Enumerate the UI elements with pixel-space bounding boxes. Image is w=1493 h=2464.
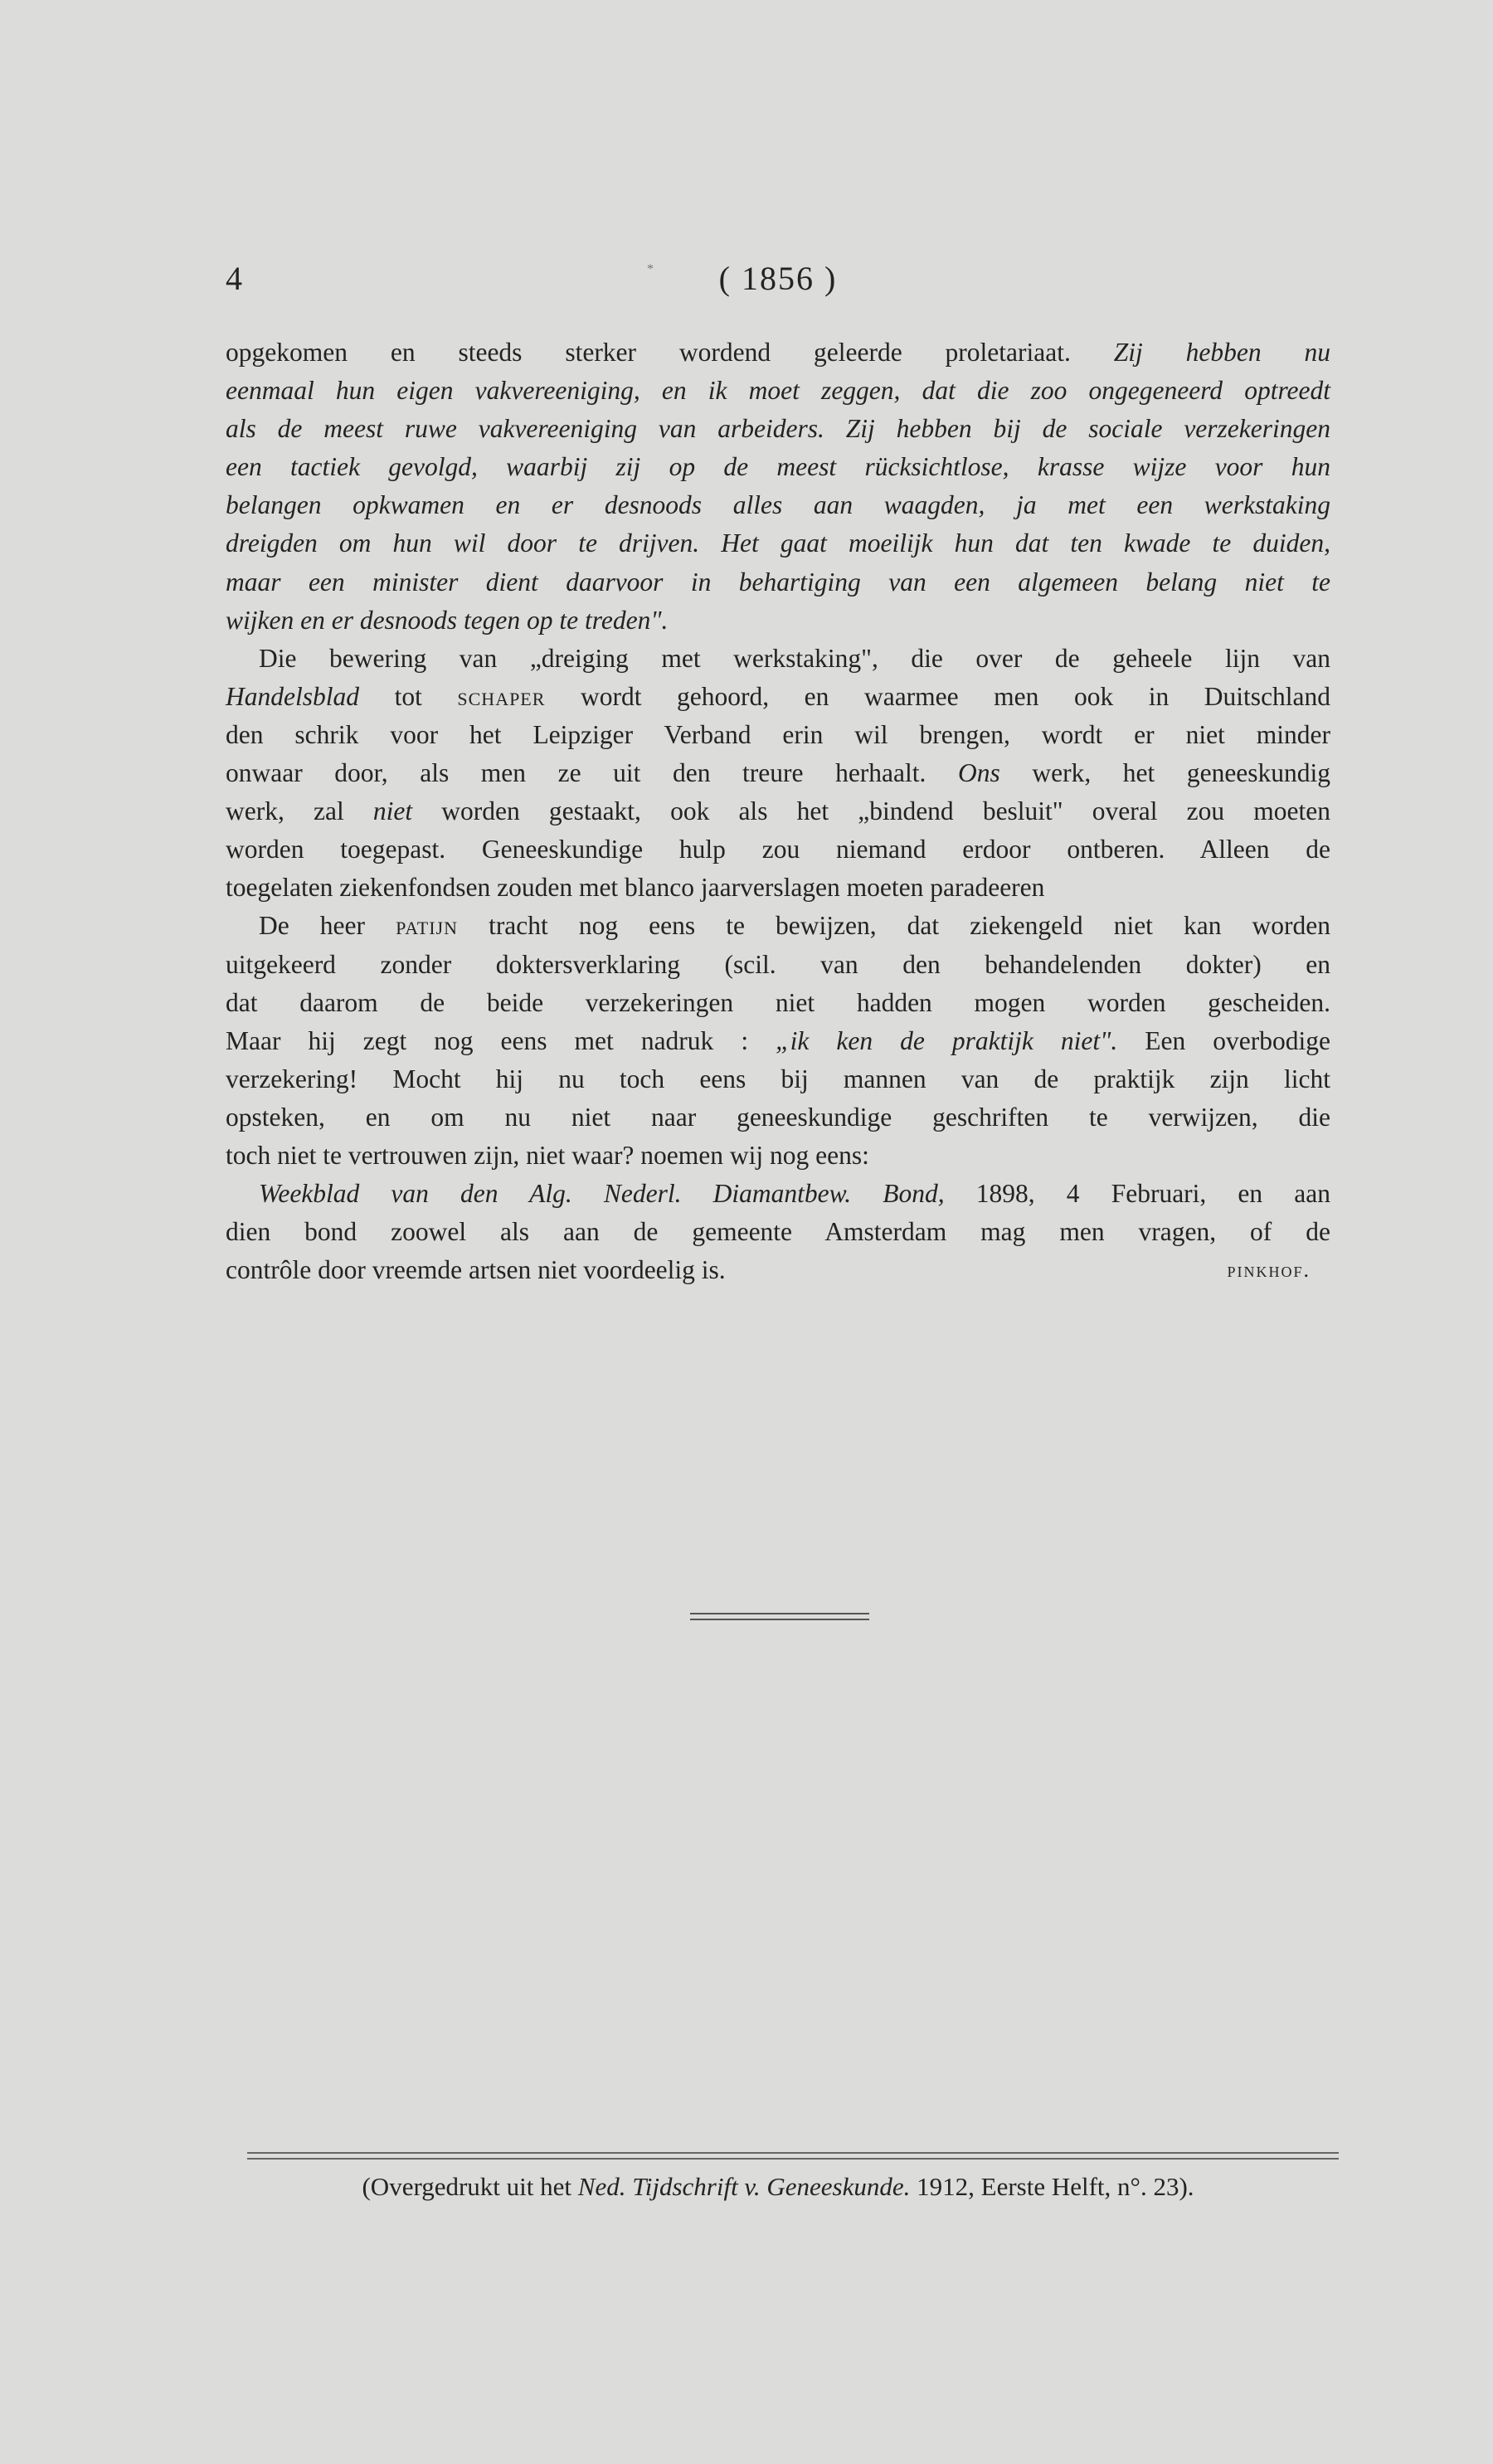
text-line: dien bond zoowel als aan de gemeente Amsterdam mag men vragen, of de	[226, 1217, 1330, 1247]
text-line: wijken en er desnoods tegen op te treden".	[226, 605, 669, 635]
page-number: 4	[226, 260, 242, 297]
page-header	[226, 259, 1330, 309]
text-line: Weekblad van den Alg. Nederl. Diamantbew. Bond, 1898, 4 Februari, en aan	[259, 1179, 1331, 1209]
text-line: De heer patijn tracht nog eens te bewijzen, dat ziekengeld niet kan worden	[259, 911, 1331, 941]
text-line: dreigden om hun wil door te drijven. Het gaat moeilijk hun dat ten kwade te duiden,	[226, 528, 1330, 558]
reprint-note: (Overgedrukt uit het Ned. Tijdschrift v. Geneeskunde. 1912, Eerste Helft, n°. 23).	[362, 2172, 1194, 2201]
text-line: verzekering! Mocht hij nu toch eens bij mannen van de praktijk zijn licht	[226, 1064, 1330, 1093]
text-line: een tactiek gevolgd, waarbij zij op de meest rücksichtlose, krasse wijze voor hun	[226, 452, 1330, 482]
text-line: werk, zal niet worden gestaakt, ook als het „bindend besluit" overal zou moeten	[226, 796, 1330, 826]
text-line: toegelaten ziekenfondsen zouden met blanco jaarverslagen moeten paradeeren	[226, 873, 1045, 903]
text-line: als de meest ruwe vakvereeniging van arbeiders. Zij hebben bij de sociale verzekeringen	[226, 414, 1330, 444]
body-text	[226, 334, 1330, 1289]
section-divider	[690, 1613, 869, 1624]
person-name: patijn	[396, 911, 458, 941]
person-name: schaper	[457, 681, 546, 711]
text-line: den schrik voor het Leipziger Verband erin wil brengen, wordt er niet minder	[226, 719, 1330, 749]
text-line: Die bewering van „dreiging met werkstaking", die over de geheele lijn van	[259, 643, 1330, 673]
text-line: worden toegepast. Geneeskundige hulp zou niemand erdoor ontberen. Alleen de	[226, 835, 1330, 864]
footer-divider	[247, 2152, 1339, 2164]
text-line: opsteken, en om nu niet naar geneeskundige geschriften te verwijzen, die	[226, 1102, 1330, 1132]
text-line: belangen opkwamen en er desnoods alles aan waagden, ja met een werkstaking	[226, 490, 1330, 520]
text-line: contrôle door vreemde artsen niet voordeelig is. pinkhof.	[226, 1251, 1330, 1289]
text-line: onwaar door, als men ze uit den treure herhaalt. Ons werk, het geneeskundig	[226, 758, 1331, 788]
text-line: eenmaal hun eigen vakvereeniging, en ik moet zeggen, dat die zoo ongegeneerd optreedt	[226, 376, 1330, 406]
ink-mark: *	[647, 262, 654, 276]
header-year: ( 1856 )	[718, 260, 838, 297]
text-line: uitgekeerd zonder doktersverklaring (scil. van den behandelenden dokter) en	[226, 949, 1330, 979]
text-line: Maar hij zegt nog eens met nadruk : „ik ken de praktijk niet". Een overbodige	[226, 1025, 1330, 1055]
text-line: Handelsblad tot schaper wordt gehoord, en waarmee men ook in Duitschland	[226, 681, 1331, 711]
text-line: dat daarom de beide verzekeringen niet hadden mogen worden gescheiden.	[226, 987, 1330, 1017]
text-line: maar een minister dient daarvoor in behartiging van een algemeen belang niet te	[226, 567, 1330, 597]
text-line: opgekomen en steeds sterker wordend geleerde proletariaat. Zij hebben nu	[226, 338, 1330, 367]
signature: pinkhof.	[1227, 1258, 1311, 1283]
text-line: toch niet te vertrouwen zijn, niet waar? noemen wij nog eens:	[226, 1140, 869, 1170]
